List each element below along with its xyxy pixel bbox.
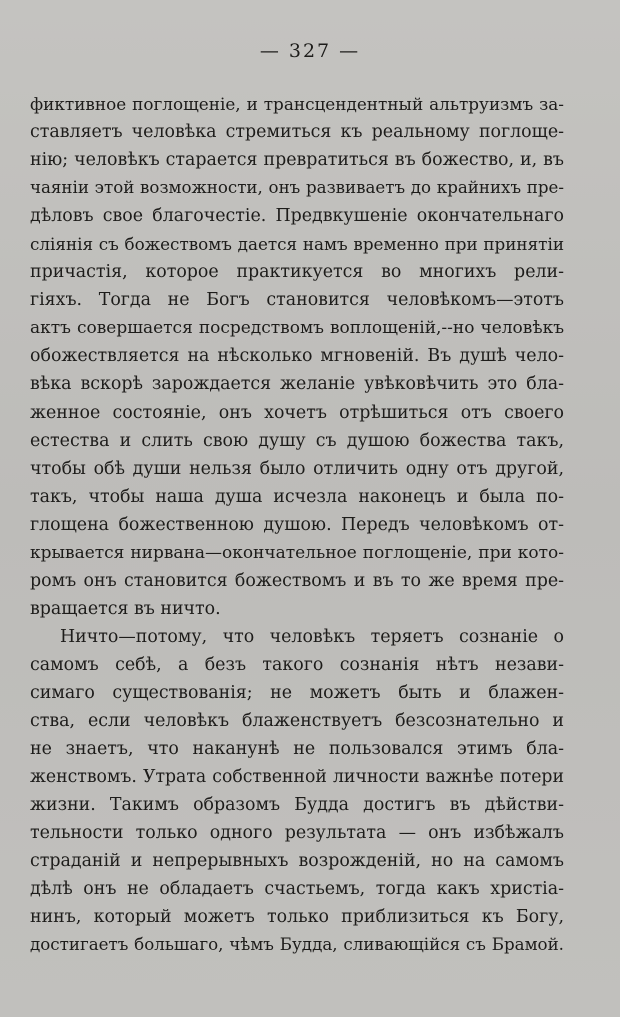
text-line: не знаетъ, что наканунѣ не пользовался этимъ бла- xyxy=(30,739,564,760)
text-line: симаго существованія; не можетъ быть и блажен- xyxy=(30,682,564,703)
text-line: тельности только одного результата — онъ избѣжалъ xyxy=(30,823,564,844)
text-line: фиктивное поглощеніе, и трансцендентный альтруизмъ за- xyxy=(30,94,564,114)
text-line: нинъ, который можетъ только приблизиться къ Богу, xyxy=(30,907,564,928)
paragraph xyxy=(30,90,564,623)
text-line: гіяхъ. Тогда не Богъ становится человѣкомъ—этотъ xyxy=(30,290,564,311)
text-line: Ничто—потому, что человѣкъ теряетъ сознаніе о xyxy=(60,626,564,647)
text-line: естества и слить свою душу съ душою божества такъ, xyxy=(30,430,564,451)
paragraph xyxy=(30,623,564,960)
text-line: женное состояніе, онъ хочетъ отрѣшиться отъ своего xyxy=(30,402,564,423)
text-line: такъ, чтобы наша душа исчезла наконецъ и была по- xyxy=(30,486,564,507)
text-line: самомъ себѣ, а безъ такого сознанія нѣтъ незави- xyxy=(30,654,564,675)
text-line: вращается въ ничто. xyxy=(30,598,221,619)
text-line: слiянія съ божествомъ дается намъ временно при принятіи xyxy=(30,234,564,255)
text-line: дѣловъ свое благочестіе. Предвкушеніе окончательнаго xyxy=(30,206,564,227)
text-line: дѣлѣ онъ не обладаетъ счастьемъ, тогда какъ христіа- xyxy=(30,879,564,900)
text-line: ставляетъ человѣка стремиться къ реальному поглоще- xyxy=(30,122,564,143)
text-line: ромъ онъ становится божествомъ и въ то же время пре- xyxy=(30,570,564,591)
text-line: глощена божественною душою. Передъ человѣкомъ от- xyxy=(30,514,564,535)
text-line: жизни. Такимъ образомъ Будда достигъ въ дѣйстви- xyxy=(30,795,564,816)
body-text xyxy=(30,90,564,959)
text-line: женствомъ. Утрата собственной личности важнѣе потери xyxy=(30,767,564,788)
text-line: достигаетъ большаго, чѣмъ Будда, сливающійся съ Брамой. xyxy=(30,935,564,955)
text-line: ства, если человѣкъ блаженствуетъ безсознательно и xyxy=(30,711,564,732)
text-line: причастія, которое практикуется во многихъ рели- xyxy=(30,262,564,283)
text-line: актъ совершается посредствомъ воплощеній,--но человѣкъ xyxy=(30,318,564,339)
text-line: обожествляется на нѣсколько мгновеній. Въ душѣ чело- xyxy=(30,346,564,367)
text-line: крывается нирвана—окончательное поглощеніе, при кото- xyxy=(30,542,564,563)
text-line: вѣка вскорѣ зарождается желаніе увѣковѣчить это бла- xyxy=(30,374,564,395)
page-number: — 327 — xyxy=(259,40,361,62)
text-line: чаяніи этой возможности, онъ развиваетъ до крайнихъ пре- xyxy=(30,178,564,198)
text-line: нію; человѣкъ старается превратиться въ божество, и, въ xyxy=(30,150,564,171)
text-line: чтобы обѣ души нельзя было отличить одну отъ другой, xyxy=(30,458,564,479)
text-line: страданій и непрерывныхъ возрожденій, но на самомъ xyxy=(30,851,564,872)
